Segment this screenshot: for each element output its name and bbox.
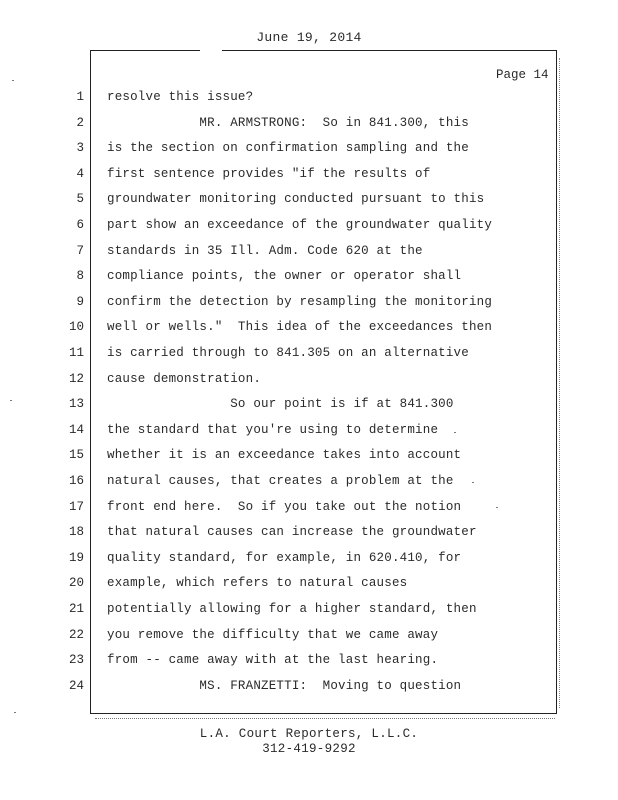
transcript-line: first sentence provides "if the results of bbox=[107, 167, 431, 181]
line-number: 20 bbox=[68, 576, 84, 590]
line-number: 17 bbox=[68, 500, 84, 514]
transcript-line: natural causes, that creates a problem at the bbox=[107, 474, 454, 488]
transcript-line: compliance points, the owner or operator shall bbox=[107, 269, 462, 283]
transcript-line: cause demonstration. bbox=[107, 372, 262, 386]
scan-edge-bottom bbox=[95, 718, 555, 719]
scan-speck bbox=[10, 400, 12, 401]
transcript-line: So our point is if at 841.300 bbox=[107, 397, 454, 411]
line-number: 23 bbox=[68, 653, 84, 667]
transcript-line: potentially allowing for a higher standard, then bbox=[107, 602, 477, 616]
line-number: 11 bbox=[68, 346, 84, 360]
line-number: 15 bbox=[68, 448, 84, 462]
line-number: 21 bbox=[68, 602, 84, 616]
line-number: 19 bbox=[68, 551, 84, 565]
line-number: 8 bbox=[76, 269, 84, 283]
transcript-date: June 19, 2014 bbox=[256, 30, 362, 45]
transcript-line: MS. FRANZETTI: Moving to question bbox=[107, 679, 462, 693]
footer-phone: 312-419-9292 bbox=[262, 742, 356, 756]
frame-gap bbox=[200, 47, 222, 53]
transcript-line: well or wells." This idea of the exceedances then bbox=[107, 320, 493, 334]
scan-speck bbox=[496, 507, 498, 508]
line-number: 12 bbox=[68, 372, 84, 386]
scan-speck bbox=[12, 80, 14, 81]
scan-speck bbox=[454, 432, 456, 433]
line-number: 24 bbox=[68, 679, 84, 693]
scan-speck bbox=[14, 712, 16, 713]
scan-speck bbox=[472, 482, 474, 483]
line-number: 16 bbox=[68, 474, 84, 488]
line-number: 13 bbox=[68, 397, 84, 411]
line-number: 14 bbox=[68, 423, 84, 437]
page-number: Page 14 bbox=[496, 68, 549, 82]
line-number: 5 bbox=[76, 192, 84, 206]
transcript-line: from -- came away with at the last hearing. bbox=[107, 653, 439, 667]
line-number: 9 bbox=[76, 295, 84, 309]
transcript-line: front end here. So if you take out the notion bbox=[107, 500, 462, 514]
line-number: 2 bbox=[76, 116, 84, 130]
line-number: 1 bbox=[76, 90, 84, 104]
transcript-line: confirm the detection by resampling the monitoring bbox=[107, 295, 493, 309]
transcript-line: example, which refers to natural causes bbox=[107, 576, 408, 590]
line-number: 18 bbox=[68, 525, 84, 539]
line-number: 10 bbox=[68, 320, 84, 334]
line-number: 3 bbox=[76, 141, 84, 155]
transcript-line: part show an exceedance of the groundwater quality bbox=[107, 218, 493, 232]
transcript-line: is the section on confirmation sampling and the bbox=[107, 141, 469, 155]
transcript-line: is carried through to 841.305 on an alternative bbox=[107, 346, 469, 360]
line-number: 4 bbox=[76, 167, 84, 181]
transcript-line: the standard that you're using to determine bbox=[107, 423, 439, 437]
line-number: 6 bbox=[76, 218, 84, 232]
transcript-line: whether it is an exceedance takes into account bbox=[107, 448, 462, 462]
transcript-line: MR. ARMSTRONG: So in 841.300, this bbox=[107, 116, 469, 130]
transcript-line: that natural causes can increase the groundwater bbox=[107, 525, 477, 539]
line-number: 22 bbox=[68, 628, 84, 642]
transcript-line: you remove the difficulty that we came away bbox=[107, 628, 439, 642]
transcript-line: standards in 35 Ill. Adm. Code 620 at the bbox=[107, 244, 423, 258]
transcript-line: groundwater monitoring conducted pursuant to this bbox=[107, 192, 485, 206]
transcript-line: resolve this issue? bbox=[107, 90, 254, 104]
line-number: 7 bbox=[76, 244, 84, 258]
transcript-line: quality standard, for example, in 620.410, for bbox=[107, 551, 462, 565]
scan-edge-right bbox=[559, 58, 560, 708]
footer-company: L.A. Court Reporters, L.L.C. bbox=[199, 727, 419, 741]
